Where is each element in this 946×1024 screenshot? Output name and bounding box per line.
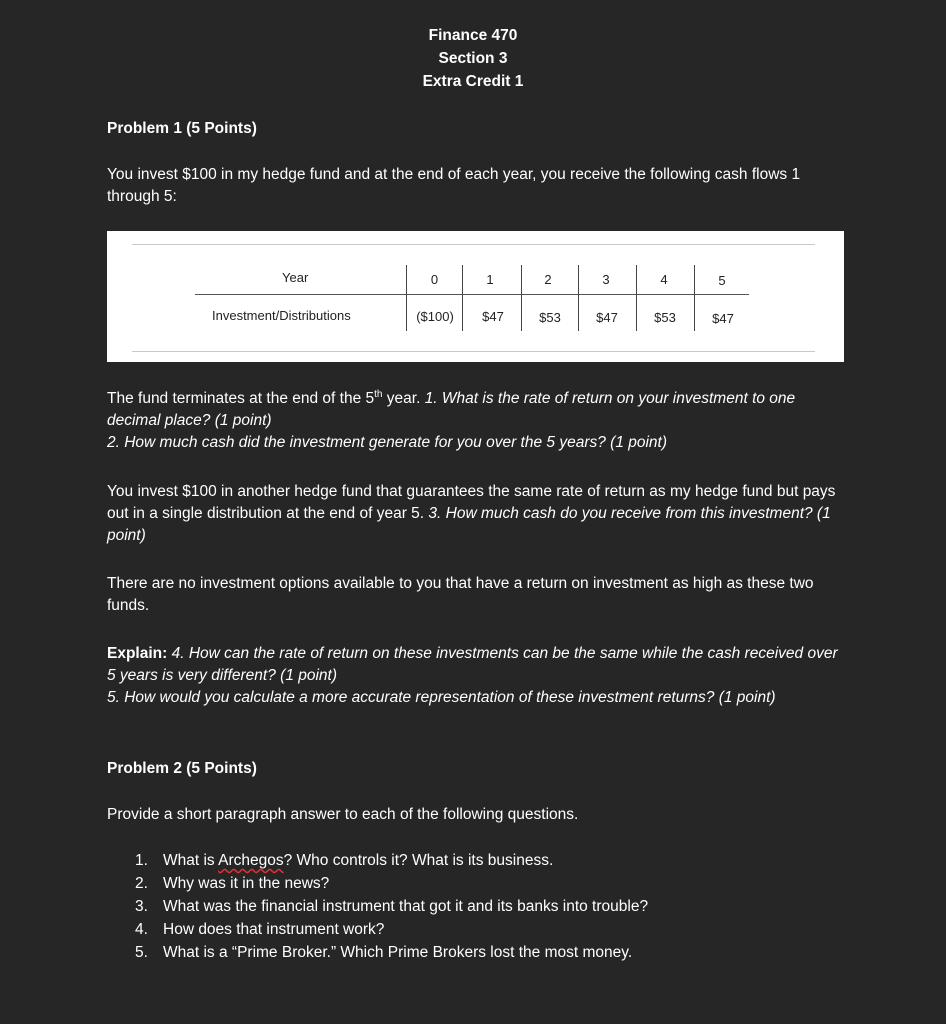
explain-label: Explain:: [107, 645, 168, 662]
second-fund-paragraph: [107, 481, 847, 547]
list-item: [135, 941, 835, 964]
table-divider: [406, 265, 407, 331]
list-number: 2.: [135, 875, 148, 892]
no-options-paragraph: There are no investment options available to you that have a return on investment as high as these two funds.: [107, 575, 814, 614]
value-cell: $47: [596, 310, 618, 325]
table-divider: [462, 265, 463, 331]
value-cell: $53: [654, 310, 676, 325]
assignment-title: Extra Credit 1: [422, 73, 524, 90]
table-divider: [521, 265, 522, 331]
list-number: 3.: [135, 898, 148, 915]
section-label: Section 3: [438, 50, 508, 67]
question-2: 2. How much cash did the investment generate for you over the 5 years? (1 point): [107, 434, 668, 451]
list-item: [135, 918, 835, 941]
cash-flow-table: [107, 231, 844, 362]
list-number: 1.: [135, 852, 148, 869]
question-5: 5. How would you calculate a more accurate representation of these investment returns? (1 point): [107, 689, 776, 706]
year-cell: 2: [544, 272, 552, 287]
problem-1-title: Problem 1 (5 Points): [107, 120, 257, 137]
list-item-text: What is a “Prime Broker.” Which Prime Brokers lost the most money.: [163, 944, 633, 961]
list-number: 5.: [135, 944, 148, 961]
fund-termination-paragraph: [107, 388, 847, 454]
year-cell: 0: [430, 272, 439, 287]
table-divider: [578, 265, 579, 331]
problem-2-title: Problem 2 (5 Points): [107, 760, 257, 777]
value-cell: $47: [482, 309, 504, 324]
document-header: [0, 24, 946, 93]
spellcheck-flagged-word: Archegos: [218, 852, 284, 869]
table-divider: [636, 265, 637, 331]
list-item: [135, 895, 835, 918]
problem-2-question-list: [135, 849, 835, 964]
year-row-label: Year: [282, 270, 309, 285]
list-item: [135, 872, 835, 895]
year-cell: 3: [602, 272, 610, 287]
question-4: 4. How can the rate of return on these investments can be the same while the cash received over 5 years is very different? (1 point): [107, 645, 838, 684]
list-item-text: [163, 849, 553, 872]
year-cell: 1: [486, 272, 494, 287]
value-cell: $47: [712, 311, 734, 326]
table-header-rule: [195, 294, 749, 295]
year-cell: 4: [660, 272, 668, 287]
list-item: [135, 849, 835, 872]
list-item-text: How does that instrument work?: [163, 921, 385, 938]
list-item-text: What was the financial instrument that got it and its banks into trouble?: [163, 898, 649, 915]
year-cell: 5: [718, 273, 726, 288]
superscript: th: [374, 388, 383, 400]
problem-2-intro: Provide a short paragraph answer to each of the following questions.: [107, 806, 579, 823]
list-item-text: Why was it in the news?: [163, 875, 330, 892]
question-text: What is: [163, 852, 219, 869]
explain-paragraph: [107, 643, 847, 709]
table-divider: [694, 265, 695, 331]
paragraph-text: The fund terminates at the end of the 5: [107, 390, 375, 407]
table-bottom-rule: [132, 351, 815, 352]
problem-1-intro: You invest $100 in my hedge fund and at the end of each year, you receive the following cash flows 1 through 5:: [107, 166, 801, 205]
question-3: 3. How much cash do you receive from this investment? (1 point): [107, 505, 831, 544]
paragraph-text: year.: [382, 390, 425, 407]
investment-row-label: Investment/Distributions: [212, 308, 351, 323]
list-number: 4.: [135, 921, 148, 938]
question-text: ? Who controls it? What is its business.: [283, 852, 554, 869]
course-title: Finance 470: [428, 27, 518, 44]
paragraph-text: You invest $100 in another hedge fund that guarantees the same rate of return as my hedge fund but pays out in a single distribution at the end of year 5.: [107, 483, 836, 522]
value-cell: $53: [539, 310, 561, 325]
table-top-rule: [132, 244, 815, 245]
question-1: 1. What is the rate of return on your investment to one decimal place? (1 point): [107, 390, 796, 429]
value-cell: ($100): [416, 309, 454, 324]
